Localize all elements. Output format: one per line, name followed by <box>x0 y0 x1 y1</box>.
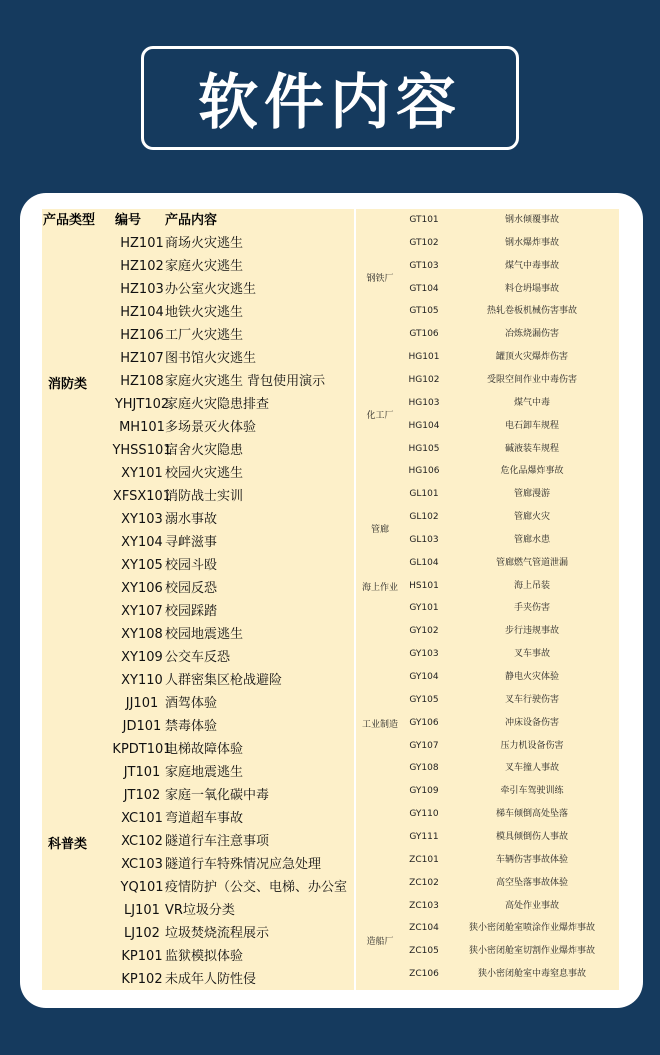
product-code: GY103 <box>409 649 439 660</box>
table-row <box>356 895 619 918</box>
product-code: HS101 <box>409 580 439 591</box>
product-code: GL102 <box>409 512 439 523</box>
product-name: 静电火灾体验 <box>504 672 559 682</box>
product-name: 校园斗殴 <box>165 558 218 573</box>
category-label: 科普类 <box>48 837 88 852</box>
product-name: 商场火灾逃生 <box>165 236 244 251</box>
table-row <box>356 757 619 780</box>
product-code: JT102 <box>123 788 161 803</box>
table-row <box>42 416 354 439</box>
table-row <box>356 597 619 620</box>
table-row <box>356 346 619 369</box>
product-code: GT104 <box>409 283 439 294</box>
table-row <box>42 347 354 370</box>
product-name: 危化品爆炸事故 <box>500 466 564 477</box>
table-row <box>356 438 619 461</box>
product-name: 狭小密闭舱室中毒窒息事故 <box>477 969 586 980</box>
table-row <box>42 646 354 669</box>
product-code: LJ101 <box>124 903 160 918</box>
product-name: 家庭地震逃生 <box>165 765 244 780</box>
content-card <box>20 193 643 1008</box>
category-label: 造船厂 <box>366 936 394 947</box>
product-name: 家庭一氧化碳中毒 <box>165 788 270 803</box>
product-name: 校园火灾逃生 <box>165 466 244 481</box>
product-code: XC102 <box>121 834 163 849</box>
product-name: 电石卸车规程 <box>504 420 559 431</box>
category-label: 消防类 <box>48 377 88 392</box>
product-code: GT103 <box>409 260 439 271</box>
product-code: XC103 <box>121 857 163 872</box>
product-code: HZ104 <box>120 305 164 320</box>
product-name: 压力机设备伤害 <box>500 740 564 751</box>
product-name: 隧道行车注意事项 <box>165 834 270 849</box>
product-name: 寻衅滋事 <box>165 535 218 550</box>
table-row <box>356 643 619 666</box>
product-name: 弯道超车事故 <box>165 811 244 826</box>
product-name: 管廊火灾 <box>513 512 550 523</box>
table-row <box>42 485 354 508</box>
table-row <box>356 963 619 986</box>
product-name: 图书馆火灾逃生 <box>165 351 257 366</box>
product-name: 人群密集区枪战避险 <box>165 673 283 688</box>
product-name: 冲床设备伤害 <box>504 717 559 728</box>
table-row <box>42 830 354 853</box>
product-name: 家庭火灾逃生 背包使用演示 <box>165 374 326 389</box>
product-code: XY104 <box>121 535 163 550</box>
product-code: KP102 <box>121 972 163 987</box>
product-name: 家庭火灾隐患排查 <box>165 397 270 412</box>
product-name: 钢水爆炸事故 <box>504 237 559 248</box>
table-row <box>42 738 354 761</box>
table-row <box>42 761 354 784</box>
product-name: 公交车反恐 <box>165 650 231 665</box>
table-row <box>356 803 619 826</box>
product-name: VR垃圾分类 <box>165 903 235 918</box>
table-row <box>42 600 354 623</box>
left-table <box>42 209 354 990</box>
product-name: 电梯故障体验 <box>165 742 244 757</box>
product-name: 狭小密闭舱室喷涂作业爆炸事故 <box>468 923 595 934</box>
table-row <box>42 301 354 324</box>
product-name: 模具倾倒伤人事故 <box>495 831 568 842</box>
table-row <box>356 689 619 712</box>
category-label: 工业制造 <box>361 719 398 730</box>
product-name: 多场景灭火体验 <box>165 420 257 435</box>
table-row <box>356 849 619 872</box>
product-name: 冶炼烧漏伤害 <box>504 329 559 340</box>
product-code: GY108 <box>409 763 439 774</box>
product-name: 疫情防护（公交、电梯、办公室 <box>165 880 348 895</box>
title-box <box>141 46 519 150</box>
product-name: 消防战士实训 <box>165 489 244 504</box>
table-row <box>42 531 354 554</box>
table-row <box>356 209 619 232</box>
category-label: 钢铁厂 <box>366 274 394 285</box>
product-name: 车辆伤害事故体验 <box>495 854 568 865</box>
product-name: 垃圾焚烧流程展示 <box>165 926 270 941</box>
header-code: 编号 <box>115 213 142 228</box>
table-row <box>356 552 619 575</box>
product-code: HG103 <box>408 397 440 408</box>
table-row <box>42 324 354 347</box>
table-row <box>42 278 354 301</box>
product-code: XC101 <box>121 811 163 826</box>
product-code: JD101 <box>122 719 162 734</box>
product-code: XY103 <box>121 512 163 527</box>
product-code: YQ101 <box>120 880 164 895</box>
table-row <box>42 508 354 531</box>
product-code: ZC106 <box>409 969 439 980</box>
table-row <box>42 255 354 278</box>
table-row <box>42 968 354 990</box>
product-code: GT102 <box>409 237 439 248</box>
product-code: HZ107 <box>120 351 164 366</box>
product-code: LJ102 <box>124 926 160 941</box>
table-row <box>42 853 354 876</box>
table-row <box>42 807 354 830</box>
table-row <box>356 483 619 506</box>
product-code: HG106 <box>408 466 440 477</box>
table-row <box>42 784 354 807</box>
table-row <box>356 232 619 255</box>
product-code: HG105 <box>408 443 440 454</box>
table-row <box>42 393 354 416</box>
product-name: 高空坠落事故体验 <box>495 877 568 888</box>
table-row <box>356 780 619 803</box>
product-code: XY107 <box>121 604 163 619</box>
table-row <box>42 370 354 393</box>
product-code: XY106 <box>121 581 163 596</box>
table-row <box>356 300 619 323</box>
product-code: YHJT102 <box>114 397 170 412</box>
product-name: 家庭火灾逃生 <box>165 259 244 274</box>
product-code: JT101 <box>123 765 161 780</box>
table-row <box>42 945 354 968</box>
product-code: XFSX101 <box>112 489 172 504</box>
product-code: KPDT101 <box>112 742 172 757</box>
product-code: GY111 <box>409 831 439 842</box>
page-title: 软件内容 <box>198 68 462 138</box>
product-name: 热轧卷板机械伤害事故 <box>486 306 577 317</box>
product-code: GL104 <box>409 557 439 568</box>
table-row <box>356 872 619 895</box>
product-name: 牵引车驾驶训练 <box>500 786 564 797</box>
product-name: 煤气中毒 <box>513 397 550 408</box>
header-content: 产品内容 <box>165 213 218 228</box>
product-name: 海上吊装 <box>513 580 550 591</box>
product-code: GY105 <box>409 694 439 705</box>
product-code: GT105 <box>409 306 439 317</box>
product-code: JJ101 <box>125 696 159 711</box>
category-label: 管廊 <box>370 525 389 536</box>
product-code: XY105 <box>121 558 163 573</box>
product-code: GL103 <box>409 534 439 545</box>
product-code: HZ102 <box>120 259 164 274</box>
product-code: GY109 <box>409 786 439 797</box>
product-name: 受限空间作业中毒伤害 <box>486 374 577 385</box>
product-code: XY108 <box>121 627 163 642</box>
product-code: GY110 <box>409 809 439 820</box>
table-row <box>356 620 619 643</box>
product-code: HZ101 <box>120 236 164 251</box>
product-code: GY102 <box>409 626 439 637</box>
product-name: 办公室火灾逃生 <box>165 282 257 297</box>
product-name: 叉车行驶伤害 <box>504 694 559 705</box>
product-name: 地铁火灾逃生 <box>165 305 244 320</box>
table-row <box>356 826 619 849</box>
product-code: MH101 <box>119 420 165 435</box>
product-code: GY107 <box>409 740 439 751</box>
table-row <box>356 323 619 346</box>
table-row <box>42 692 354 715</box>
product-code: HG101 <box>408 352 440 363</box>
product-name: 管廊燃气管道泄漏 <box>495 557 568 568</box>
table-row <box>356 666 619 689</box>
product-name: 手夹伤害 <box>513 603 550 614</box>
product-code: GY104 <box>409 672 439 682</box>
product-name: 狭小密闭舱室切割作业爆炸事故 <box>468 946 595 957</box>
table-row <box>356 369 619 392</box>
product-code: HZ106 <box>120 328 164 343</box>
product-code: GT106 <box>409 329 439 340</box>
product-code: GY106 <box>409 717 439 728</box>
table-row <box>42 669 354 692</box>
product-code: HZ103 <box>120 282 164 297</box>
product-name: 叉车撞人事故 <box>504 763 559 774</box>
product-name: 碱液装车规程 <box>504 443 559 454</box>
product-name: 溺水事故 <box>165 512 218 527</box>
product-code: GT101 <box>409 215 439 225</box>
product-code: ZC101 <box>409 854 439 865</box>
right-table <box>356 209 619 990</box>
product-name: 煤气中毒事故 <box>504 260 559 271</box>
product-code: XY101 <box>121 466 163 481</box>
product-name: 监狱模拟体验 <box>165 949 244 964</box>
product-name: 步行违规事故 <box>504 626 559 637</box>
product-code: HZ108 <box>120 374 164 389</box>
product-code: GL101 <box>409 489 439 500</box>
product-name: 钢水倾覆事故 <box>504 215 559 225</box>
category-label: 化工厂 <box>366 411 394 422</box>
table-row <box>42 899 354 922</box>
table-row <box>42 554 354 577</box>
product-name: 管廊水患 <box>513 534 550 545</box>
product-code: XY109 <box>121 650 163 665</box>
table-row <box>42 577 354 600</box>
product-code: ZC102 <box>409 877 439 888</box>
product-code: XY110 <box>121 673 163 688</box>
table-row <box>356 460 619 483</box>
table-row <box>42 715 354 738</box>
product-code: YHSS101 <box>112 443 172 458</box>
product-name: 未成年人防性侵 <box>165 972 257 987</box>
category-label: 海上作业 <box>361 582 398 593</box>
product-name: 校园踩踏 <box>165 604 218 619</box>
table-row <box>42 462 354 485</box>
product-name: 隧道行车特殊情况应急处理 <box>165 857 322 872</box>
product-name: 梯车倾倒高处坠落 <box>495 809 568 820</box>
product-code: HG102 <box>408 374 440 385</box>
product-code: HG104 <box>408 420 440 431</box>
product-name: 禁毒体验 <box>165 719 218 734</box>
product-name: 宿舍火灾隐患 <box>165 443 244 458</box>
header-product-type: 产品类型 <box>43 213 96 228</box>
product-name: 管廊漫游 <box>513 489 550 500</box>
table-row <box>42 439 354 462</box>
product-code: ZC104 <box>409 923 439 934</box>
product-name: 酒驾体验 <box>165 696 218 711</box>
product-name: 校园地震逃生 <box>165 627 244 642</box>
product-name: 工厂火灾逃生 <box>165 328 244 343</box>
product-name: 高处作业事故 <box>504 900 559 911</box>
table-row <box>42 876 354 899</box>
table-row <box>42 232 354 255</box>
product-code: ZC103 <box>409 900 439 911</box>
table-row <box>356 735 619 758</box>
product-code: GY101 <box>409 603 439 614</box>
product-name: 校园反恐 <box>165 581 218 596</box>
table-row <box>42 623 354 646</box>
product-name: 罐顶火灾爆炸伤害 <box>495 352 568 363</box>
table-row <box>42 922 354 945</box>
product-name: 叉车事故 <box>513 649 550 660</box>
product-code: KP101 <box>121 949 163 964</box>
product-code: ZC105 <box>409 946 439 957</box>
product-name: 料仓坍塌事故 <box>504 283 559 294</box>
